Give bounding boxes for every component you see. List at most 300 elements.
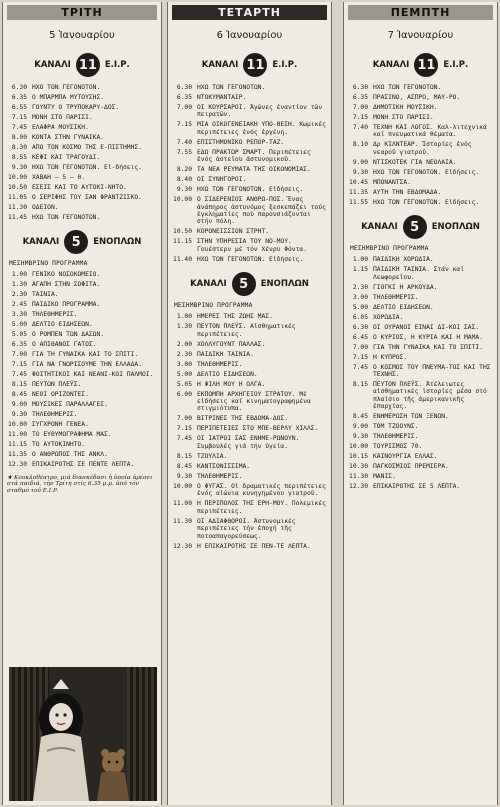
program-time: 6.30 [11, 84, 27, 91]
channel-number-badge: 5 [403, 215, 427, 239]
program-row [6, 204, 158, 211]
program-title: ΝΕΟΙ ΟΡΙΖΟΝΤΕΣ. [32, 391, 89, 399]
day-title: ΤΡΙΤΗ [61, 6, 103, 19]
channel-label: ΚΑΝΑΛΙ [22, 237, 60, 248]
program-time: 6.30 [352, 84, 368, 91]
day-column-tuesday [2, 2, 162, 805]
program-title: ΟΙ ΑΔΙΑΦΘΟΡΟΙ. Ἀστυνομικές περιπέτειες τήν ἐποχή τῆς ποτοαπαγορεύσεως. [197, 517, 296, 540]
channel-number-badge: 5 [232, 272, 256, 296]
program-row [6, 441, 158, 448]
channel-enoplon-header [3, 227, 161, 257]
day-header [348, 5, 493, 20]
program-row [347, 169, 494, 176]
program-row [347, 324, 494, 331]
date-label: 6 Ἰανουαρίου [216, 30, 283, 41]
program-row [6, 451, 158, 458]
program-time: 1.00 [352, 256, 368, 264]
program-time: 7.00 [176, 104, 192, 111]
program-title: ΠΕΥΤΟΝ ΠΛΕΫΣ. Ἀτέλειωτες αἰσθηματικές ἱστορίες μέσα στό πλαίσιο τῆς ἀμερικανικῆς ἐπαρχίας. [373, 381, 487, 411]
channel-enoplon-header [168, 269, 331, 299]
program-row [6, 271, 158, 278]
program-time: 5.00 [352, 303, 368, 311]
program-title: ΔΕΛΤΙΟ ΕΙΔΗΣΕΩΝ. [373, 303, 434, 311]
program-row [171, 453, 328, 460]
program-title: ΠΕΥΤΩΝ ΠΛΕΫΣ. [32, 381, 82, 389]
program-row [6, 361, 158, 368]
program-title: ΓΕΝΙΚΟ ΝΟΣΟΚΟΜΕΙΟ. [32, 271, 101, 279]
program-row [347, 104, 494, 111]
enoplon-schedule [6, 271, 158, 468]
program-row [347, 334, 494, 341]
program-time: 9.00 [352, 158, 368, 166]
program-time: 6.35 [352, 94, 368, 101]
program-row [6, 194, 158, 201]
channel-name: Ε.Ι.Ρ. [104, 60, 130, 70]
program-title: ΤΟΜ ΤΖΟΟΥΝΣ. [373, 423, 419, 431]
program-title: Ο ΦΥΓΑΣ. Οἱ δραματικές περιπέτειες ἑνός αἰώνια κυνηγημένου γιατροῦ. [197, 482, 326, 498]
program-title: ΑΠΟ ΤΟΝ ΚΟΣΜΟ ΤΗΣ Ε-ΠΙΣΤΗΜΗΣ. [32, 144, 142, 151]
channel-label: ΚΑΝΑΛΙ [372, 60, 410, 70]
program-row [6, 411, 158, 418]
program-time: 11.00 [173, 500, 192, 508]
program-row [171, 371, 328, 378]
program-time: 10.00 [349, 443, 368, 451]
program-title: Ο ΡΟΜΠΕΝ ΤΩΝ ΔΑΣΩΝ. [32, 331, 105, 339]
program-title: ΑΥΤΗ ΤΗΝ ΕΒΔΟΜΑΔΑ. [373, 188, 442, 196]
program-time: 11.05 [8, 194, 27, 201]
program-time: 1.00 [176, 313, 192, 321]
program-title: ΔΕΛΤΙΟ ΕΙΔΗΣΕΩΝ. [32, 321, 93, 329]
program-row [6, 214, 158, 221]
program-row [171, 149, 328, 164]
program-title: ΠΑΙΔΙΚΟ ΠΡΟΓΡΑΜΜΑ. [32, 301, 101, 309]
program-row [171, 196, 328, 226]
program-time: 6.35 [11, 341, 27, 349]
program-time: 10.50 [8, 184, 27, 191]
program-row [6, 321, 158, 328]
program-row [171, 176, 328, 183]
program-title: ΓΙΑ ΤΗΝ ΓΥΝΑΙΚΑ ΚΑΙ ΤΟ ΣΠΙΤΙ. [373, 343, 483, 351]
channel-eir-header [344, 50, 497, 80]
program-time: 8.15 [352, 381, 368, 389]
program-row [347, 344, 494, 351]
channel-number-badge: 11 [76, 53, 100, 77]
program-title: ΗΧΩ ΤΩΝ ΓΕΓΟΝΟΤΩΝ. [197, 84, 266, 91]
program-title: ΕΝΗΜΕΡΩΣΗ ΤΩΝ ΞΕΝΩΝ. [373, 413, 449, 421]
program-time: 8.20 [176, 166, 192, 174]
program-title: ΣΤΗΝ ΥΠΗΡΕΣΙΑ ΤΟΥ ΝΟ-ΜΟΥ. Γουέστερν μέ τόν Χένρυ Φόντα. [197, 238, 307, 253]
program-row [347, 483, 494, 490]
program-title: ΠΑΙΔΙΚΗ ΤΑΙΝΙΑ. Στάν καί Λεωφορεῖου. [373, 266, 464, 281]
program-row [171, 483, 328, 498]
program-time: 11.40 [173, 255, 192, 263]
eir-schedule [347, 84, 494, 206]
program-title: ΤΑ ΝΕΑ ΡΕΥΜΑΤΑ ΤΗΣ ΟΙΚΟΝΟΜΙΑΣ. [197, 166, 311, 174]
program-row [171, 518, 328, 540]
program-time: 7.45 [11, 371, 27, 379]
program-time: 12.30 [349, 483, 368, 491]
program-time: 7.15 [11, 114, 27, 121]
program-time: 8.15 [11, 381, 27, 389]
program-title: ΤΗΛΕΘΗΜΕΡΙΣ. [373, 293, 419, 301]
program-title: ΧΟΛΛΥΓΟΥΝΤ ΠΑΛΛΑΣ. [197, 340, 266, 348]
program-row [347, 189, 494, 196]
program-row [347, 294, 494, 301]
program-time: 6.30 [352, 323, 368, 331]
program-row [171, 543, 328, 550]
program-title: ΤΗΛΕΘΗΜΕΡΙΣ. [197, 360, 243, 368]
program-time: 8.45 [176, 462, 192, 470]
channel-name: Ε.Ι.Ρ. [443, 60, 469, 70]
program-time: 2.30 [11, 291, 27, 299]
program-time: 6.55 [11, 104, 27, 111]
puppet-figures-icon [9, 667, 157, 801]
program-title: Ο ΑΝΘΡΩΠΟΣ ΤΗΣ ΑΝΚΛ. [32, 451, 108, 459]
program-time: 11.35 [349, 188, 368, 196]
program-title: Η ΠΕΡΙΠΟΛΟΣ ΤΗΣ ΕΡΗ-ΜΟΥ. Πολεμικές περιπέτειες. [197, 500, 326, 515]
program-title: ΚΑΙΝΟΥΡΓΙΑ ΕΛΛΑΣ. [373, 453, 438, 461]
program-title: ΤΑΙΝΙΑ. [32, 291, 59, 299]
program-row [171, 166, 328, 173]
program-title: ΤΗΛΕΘΗΜΕΡΙΣ. [32, 311, 78, 319]
program-row [171, 463, 328, 470]
program-time: 10.50 [173, 228, 192, 236]
program-row [6, 281, 158, 288]
program-time: 10.45 [349, 178, 368, 186]
program-row [171, 94, 328, 101]
program-title: ΣΥΓΧΡΟΝΗ ΓΕΝΕΑ. [32, 421, 89, 429]
photo-caption: ★ Κουκλοθέατρο, μιά διασκέδασι ἡ ὁποία ἀρέσει στά παιδιά, τήν Τρίτη στίς 6.35 μ.μ. ἀπό τόν σταθμό τοῦ Ε.Ι.Ρ. [7, 474, 153, 494]
program-time: 5.00 [176, 370, 192, 378]
program-time: 7.45 [11, 124, 27, 131]
program-row [347, 381, 494, 411]
program-time: 2.30 [352, 283, 368, 291]
program-time: 8.45 [352, 413, 368, 421]
program-row [6, 184, 158, 191]
program-row [6, 291, 158, 298]
program-time: 11.15 [173, 238, 192, 246]
puppet-theatre-photo [9, 667, 157, 801]
program-row [171, 473, 328, 480]
program-time: 10.00 [8, 174, 27, 181]
program-time: 6.35 [11, 94, 27, 101]
program-title: ΓΙΑ ΤΗ ΓΥΝΑΙΚΑ ΚΑΙ ΤΟ ΣΠΙΤΙ. [32, 351, 139, 359]
program-row [347, 284, 494, 291]
program-title: ΗΧΟ ΤΟΝ ΓΕΓΟΝΟΤΟΝ. [32, 84, 101, 91]
program-time: 9.30 [352, 168, 368, 176]
program-time: 9.30 [11, 411, 27, 419]
program-time: 1.30 [11, 281, 27, 289]
program-time: 10.00 [173, 196, 192, 204]
day-header [172, 5, 327, 20]
program-time: 9.30 [352, 433, 368, 441]
program-title: ΜΟΝΗ ΣΤΟ ΠΑΡΙΣΙ. [32, 114, 93, 121]
program-title: ΚΟΝΤΑ ΣΤΗΝ ΓΥΝΑΙΚΑ. [32, 134, 105, 141]
program-title: ΜΙΑ ΟΙΚΟΓΕΝΕΙΑΚΗ ΥΠΟ-ΘΕΣΗ. Κωμικές περιπέτειες ἑνός ἐργένη. [197, 121, 326, 136]
program-row [347, 364, 494, 379]
program-time: 6.45 [352, 333, 368, 341]
program-title: ΓΙΑ ΝΑ ΓΝΩΡΙΣΟΥΜΕ ΤΗΝ ΕΛΛΑΔΑ. [32, 361, 142, 369]
program-row [171, 435, 328, 450]
program-row [347, 304, 494, 311]
program-row [171, 391, 328, 413]
program-row [171, 139, 328, 146]
program-row [171, 256, 328, 263]
program-row [6, 114, 158, 121]
program-title: ΗΧΩ ΤΩΝ ΓΕΓΟΝΟΤΩΝ. Εἰδήσεις. [197, 255, 304, 263]
program-title: ΝΤΙΣΚΟΤΕΚ ΓΙΑ ΝΕΟΛΑΙΑ. [373, 158, 457, 166]
program-row [6, 461, 158, 468]
program-title: ΕΣΕΙΣ ΚΑΙ ΤΟ ΑΥΤΟΚΙ-ΝΗΤΟ. [32, 184, 127, 191]
program-row [171, 228, 328, 235]
program-row [347, 463, 494, 470]
program-row [171, 361, 328, 368]
program-title: ΔΕΛΤΙΟ ΕΙΔΗΣΕΩΝ. [197, 370, 258, 378]
program-time: 5.05 [11, 331, 27, 339]
program-time: 3.00 [352, 293, 368, 301]
program-row [347, 256, 494, 263]
program-row [347, 443, 494, 450]
program-title: ΚΑΝΤΣΟΝΙΣΣΙΜΑ. [197, 462, 251, 470]
program-row [347, 433, 494, 440]
program-title: Δρ ΚΙΛΝΤΕΑΡ. Ἱστορίες ἑνός νεαροῦ γιατροῦ. [373, 141, 472, 156]
program-row [6, 124, 158, 131]
program-time: 8.30 [11, 144, 27, 151]
program-title: ΕΚΠΟΜΠΗ ΑΡΧΗΓΕΙΟΥ ΣΤΡΑΤΟΥ. Μέ εἰδήσεις καί κινηματογραφημένα στιγμιότυπα. [197, 390, 311, 413]
program-row [171, 84, 328, 91]
program-title: Ο ΚΥΡΙΟΣ, Η ΚΥΡΙΑ ΚΑΙ Η ΜΑΜΑ. [373, 333, 483, 341]
program-time: 3.30 [11, 311, 27, 319]
program-title: ΟΙ ΚΟΥΡΣΑΡΟΙ. Ἀγῶνες ἐναντίον τῶν πειρατῶν. [197, 104, 323, 119]
program-row [6, 174, 158, 181]
program-title: ΕΛΑΦΡΑ ΜΟΥΣΙΚΗ. [32, 124, 89, 131]
program-time: 11.30 [349, 473, 368, 481]
program-row [171, 104, 328, 119]
day-title: ΤΕΤΑΡΤΗ [218, 6, 281, 19]
program-time: 10.00 [8, 421, 27, 429]
program-row [171, 500, 328, 515]
program-time: 6.30 [176, 84, 192, 91]
program-time: 2.00 [176, 340, 192, 348]
channel-number-badge: 11 [243, 53, 267, 77]
program-title: Η ΕΠΙΚΑΙΡΟΤΗΣ ΣΕ ΠΕΝ-ΤΕ ΛΕΠΤΑ. [197, 542, 311, 550]
date-label: 7 Ἰανουαρίου [387, 30, 454, 41]
program-row [6, 94, 158, 101]
program-row [171, 425, 328, 432]
channel-eir-header [3, 50, 161, 80]
program-row [6, 421, 158, 428]
midday-program-heading: ΜΕΣΗΜΒΡΙΝΟ ΠΡΟΓΡΑΜΜΑ [350, 245, 429, 253]
enoplon-schedule [347, 256, 494, 490]
program-title: ΤΕΧΝΗ ΚΑΙ ΛΟΓΟΣ. Καλ-λιτεχνικά καί πνευματικά θέματα. [373, 124, 487, 139]
program-title: ΝΤΟΚΥΜΑΝΤΑΙΡ. [197, 94, 247, 101]
program-row [347, 141, 494, 156]
program-title: Η ΦΙΛΗ ΜΟΥ Η ΟΛΓΑ. [197, 380, 266, 388]
program-time: 10.30 [349, 463, 368, 471]
program-row [6, 134, 158, 141]
program-time: 5.00 [11, 321, 27, 329]
program-time: 1.00 [11, 271, 27, 279]
program-row [171, 351, 328, 358]
program-time: 7.45 [352, 363, 368, 371]
program-time: 11.55 [349, 198, 368, 206]
program-row [6, 391, 158, 398]
program-title: Ο ΜΠΑΡΜΠΑ ΜΥΤΟΥΣΗΣ. [32, 94, 105, 101]
program-time: 6.00 [176, 390, 192, 398]
program-title: ΑΓΑΠΗ ΣΤΗΝ ΣΟΦΙΤΑ. [32, 281, 101, 289]
program-time: 12.30 [8, 461, 27, 469]
program-title: ΚΟΡΟΝΕΙΣΣΙΟΝ ΣΤΡΗΤ. [197, 228, 270, 236]
program-row [347, 266, 494, 281]
program-row [6, 331, 158, 338]
program-time: 2.30 [176, 350, 192, 358]
program-title: ΠΡΑΣΙΝΟ, ΑΣΠΡΟ, ΜΑΥ-ΡΟ. [373, 94, 461, 101]
channel-name: Ε.Ι.Ρ. [272, 60, 298, 70]
program-row [6, 144, 158, 151]
eir-schedule [171, 84, 328, 263]
program-time: 1.30 [176, 323, 192, 331]
program-row [171, 121, 328, 136]
program-row [171, 341, 328, 348]
program-time: 7.15 [352, 353, 368, 361]
program-title: ΤΖΟΥΛΙΑ. [197, 452, 228, 460]
program-time: 11.30 [173, 517, 192, 525]
channel-name: ΕΝΟΠΛΩΝ [260, 279, 309, 290]
program-row [6, 164, 158, 171]
program-title: ΗΧΩ ΤΩΝ ΓΕΓΟΝΟΤΩΝ. Εἰδήσεις. [373, 168, 480, 176]
program-title: Η ΚΥΠΡΟΣ. [373, 353, 408, 361]
program-time: 10.00 [173, 482, 192, 490]
program-row [6, 431, 158, 438]
date-label: 5 Ἰανουαρίου [49, 30, 115, 41]
program-title: ΠΕΥΤΟΝ ΠΛΕΫΣ. Αἰσθηματικές περιπέτειες. [197, 323, 296, 338]
program-title: ΒΙΤΡΙΝΕΣ ΤΗΣ ΕΒΔΟΜΑ-ΔΟΣ. [197, 415, 288, 423]
program-time: 11.30 [8, 204, 27, 211]
program-row [347, 124, 494, 139]
channel-enoplon-header [344, 212, 497, 242]
program-title: ΧΟΡΩΔΙΑ. [373, 313, 404, 321]
program-time: 2.45 [11, 301, 27, 309]
program-title: ΕΠΙΚΑΙΡΟΤΗΣ ΣΕ 5 ΛΕΠΤΑ. [373, 483, 461, 491]
program-row [171, 238, 328, 253]
program-time: 7.15 [176, 121, 192, 129]
program-time: 7.00 [352, 343, 368, 351]
program-time: 6.05 [352, 313, 368, 321]
program-time: 8.15 [176, 452, 192, 460]
program-title: ΚΕΦΙ ΚΑΙ ΤΡΑΓΟΥΔΙ. [32, 154, 101, 161]
program-time: 9.00 [352, 423, 368, 431]
channel-label: ΚΑΝΑΛΙ [201, 60, 239, 70]
program-title: ΗΜΕΡΕΣ ΤΗΣ ΖΩΗΣ ΜΑΣ. [197, 313, 273, 321]
program-time: 11.15 [8, 441, 27, 449]
program-time: 8.40 [176, 176, 192, 184]
program-row [171, 186, 328, 193]
program-time: 11.35 [8, 451, 27, 459]
program-row [6, 401, 158, 408]
program-title: ΤΗΛΕΘΗΜΕΡΙΣ. [373, 433, 419, 441]
program-row [347, 423, 494, 430]
program-time: 7.15 [352, 114, 368, 121]
program-row [6, 154, 158, 161]
program-title: ΗΧΩ ΤΩΝ ΓΕΓΟΝΟΤΩΝ. Εἰδήσεις. [197, 186, 304, 194]
day-column-thursday [343, 2, 498, 805]
program-time: 1.15 [352, 266, 368, 274]
program-row [347, 314, 494, 321]
program-time: 7.15 [11, 361, 27, 369]
program-row [347, 84, 494, 91]
program-title: ΜΟΝΗ ΣΤΟ ΠΑΡΙΣΙ. [373, 114, 434, 121]
program-title: ΗΧΩ ΤΩΝ ΓΕΓΟΝΟΤΩΝ. [32, 214, 101, 221]
channel-label: ΚΑΝΑΛΙ [361, 222, 398, 233]
program-time: 7.00 [176, 415, 192, 423]
midday-program-heading: ΜΕΣΗΜΒΡΙΝΟ ΠΡΟΓΡΑΜΜΑ [9, 260, 88, 268]
enoplon-schedule [171, 313, 328, 550]
program-title: ΕΔΩ ΠΡΑΚΤΩΡ ΣΜΑΡΤ. Περιπέτειες ἑνός ἀστεῖου ἀστυνομικοῦ. [197, 148, 311, 164]
program-title: ΔΗΜΟΤΙΚΗ ΜΟΥΣΙΚΗ. [373, 104, 438, 111]
program-row [6, 341, 158, 348]
program-title: ΕΠΙΣΤΗΜΟΝΙΚΟ ΡΕΠΟΡ-ΤΑΖ. [197, 138, 285, 146]
program-title: ΜΠΟΝΑΝΤΣΑ. [373, 178, 411, 186]
program-time: 7.15 [176, 425, 192, 433]
channel-label: ΚΑΝΑΛΙ [34, 60, 71, 70]
program-row [171, 415, 328, 422]
program-time: 7.00 [352, 104, 368, 111]
program-title: ΗΧΩ ΤΩΝ ΓΕΓΟΝΟΤΩΝ. Εἰ-δήσεις. [32, 164, 142, 171]
program-time: 12.30 [173, 542, 192, 550]
channel-name: ΕΝΟΠΛΩΝ [93, 237, 142, 248]
program-title: Ο ΚΟΣΜΟΣ ΤΟΥ ΠΝΕΥΜΑ-ΤΟΣ ΚΑΙ ΤΗΣ ΤΕΧΝΗΣ. [373, 363, 491, 379]
program-row [171, 381, 328, 388]
program-row [347, 199, 494, 206]
program-title: ΕΠΙΚΑΙΡΟΤΗΣ ΣΕ ΠΕΝΤΕ ΛΕΠΤΑ. [32, 461, 135, 469]
program-title: ΤΗΛΕΘΗΜΕΡΙΣ. [197, 472, 243, 480]
program-row [347, 114, 494, 121]
program-row [347, 413, 494, 420]
program-title: Ο ΑΠΙΘΑΝΟΣ ΓΑΤΟΣ. [32, 341, 97, 349]
program-title: ΦΟΙΤΗΤΙΚΟΙ ΚΑΙ ΝΕΑΝΙ-ΚΟΙ ΠΑΛΜΟΙ. [32, 371, 154, 379]
program-row [6, 301, 158, 308]
program-time: 7.55 [176, 148, 192, 156]
program-time: 11.00 [8, 431, 27, 439]
program-row [347, 473, 494, 480]
day-title: ΠΕΜΠΤΗ [390, 6, 451, 19]
program-row [347, 354, 494, 361]
program-title: ΟΔΕΙΟΝ. [32, 204, 59, 211]
program-time: 10.15 [349, 453, 368, 461]
program-title: ΠΑΓΚΟΣΜΙΟΣ ΠΡΕΜΙΕΡΑ. [373, 463, 449, 471]
channel-number-badge: 11 [414, 53, 438, 77]
program-time: 9.30 [176, 472, 192, 480]
program-row [347, 159, 494, 166]
program-time: 7.40 [176, 138, 192, 146]
program-row [6, 371, 158, 378]
program-row [6, 84, 158, 91]
program-title: Ο ΣΙΔΕΡΕΝΙΟΣ ΑΝΘΡΩ-ΠΟΣ. Ἕνας ἀνάπηρος ἀστυνόμος ξεσκεπάζει τούς ἐγκληματίες ποὺ παρουσιάζονται στήν πόλη. [197, 196, 326, 226]
program-row [6, 351, 158, 358]
program-time: 11.45 [8, 214, 27, 221]
program-title: ΤΗΛΕΘΗΜΕΡΙΣ. [32, 411, 78, 419]
program-row [6, 311, 158, 318]
day-header [7, 5, 157, 20]
program-title: ΓΟΥΝΤΥ Ο ΤΡΥΠΟΚΑΡΥ-ΔΟΣ. [32, 104, 120, 111]
program-title: ΤΟ ΕΥΘΥΜΟΓΡΑΦΗΜΑ ΜΑΣ. [32, 431, 112, 439]
program-time: 7.40 [352, 124, 368, 131]
program-time: 8.10 [352, 141, 368, 149]
program-time: 7.45 [176, 435, 192, 443]
channel-name: ΕΝΟΠΛΩΝ [431, 222, 480, 233]
program-title: ΟΙ ΟΥΡΑΝΟΙ ΕΙΝΑΙ ΔΙ-ΚΟΙ ΣΑΣ. [373, 323, 480, 331]
program-title: ΤΟ ΑΥΤΟΚΙΝΗΤΟ. [32, 441, 86, 449]
